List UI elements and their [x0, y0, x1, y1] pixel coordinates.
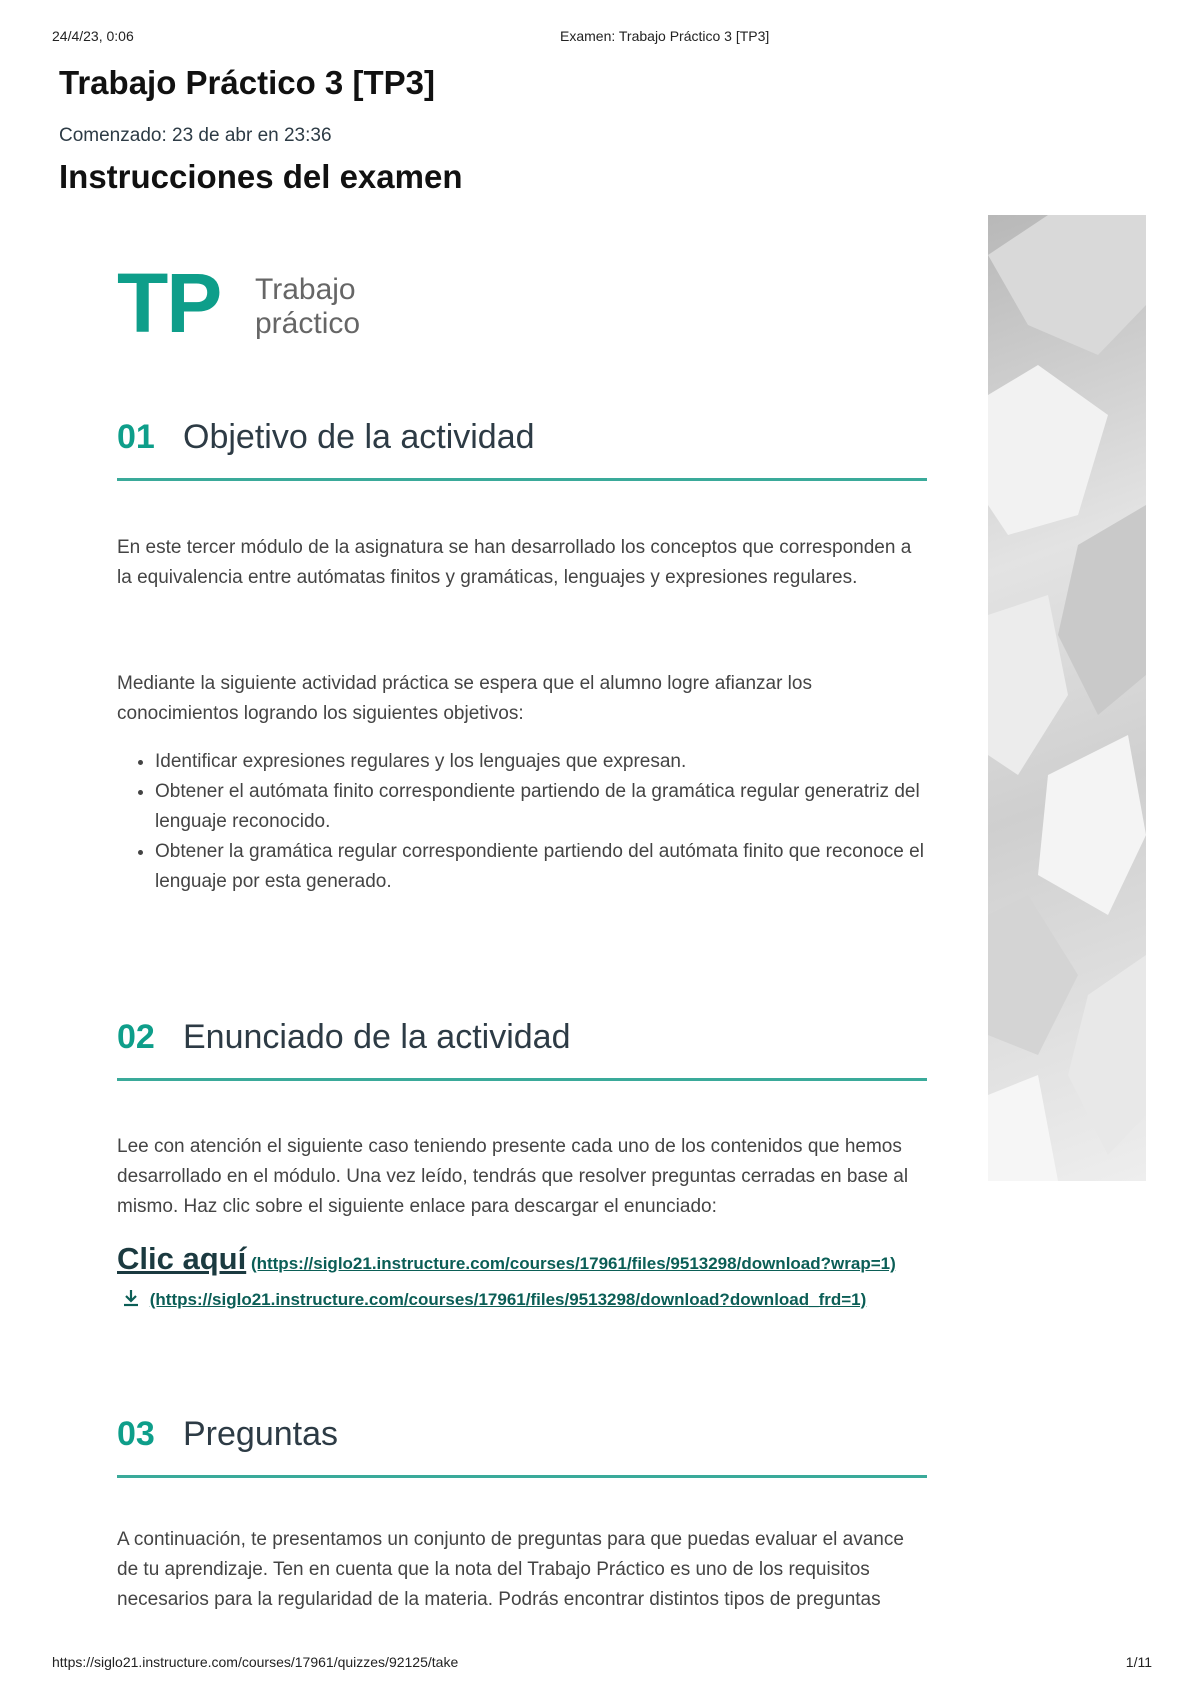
- download-icon[interactable]: [121, 1285, 141, 1305]
- section-heading-01: [117, 418, 927, 481]
- quiz-title: Trabajo Práctico 3 [TP3]: [59, 64, 435, 101]
- print-datetime: 24/4/23, 0:06: [52, 28, 134, 44]
- section-01-paragraph-2: Mediante la siguiente actividad práctica se espera que el alumno logre afianzar los conocimientos logrando los siguientes objetivos:: [117, 673, 812, 724]
- tp-logo-mark: TP: [117, 256, 221, 350]
- file-view-link[interactable]: (https://siglo21.instructure.com/courses/17961/files/9513298/download?wrap=1): [250, 1254, 896, 1273]
- section-02-paragraph-1: Lee con atención el siguiente caso teniendo presente cada uno de los contenidos que hemos desarrollado en el módulo. Una vez leído, tendrás que resolver preguntas cerradas en base al mismo. Haz clic sobre el siguiente enlace para descargar el enunciado:: [117, 1136, 909, 1217]
- tp-logo-text-line1: Trabajo: [255, 273, 356, 306]
- section-title: Enunciado de la actividad: [183, 1018, 571, 1056]
- page-number: 1/11: [1125, 1654, 1152, 1670]
- print-url: https://siglo21.instructure.com/courses/17961/quizzes/92125/take: [52, 1654, 459, 1670]
- section-number: 02: [117, 1018, 155, 1056]
- section-heading-02: [117, 1018, 927, 1081]
- download-link-block: [117, 1241, 927, 1318]
- section-number: 01: [117, 418, 155, 456]
- file-download-link[interactable]: (https://siglo21.instructure.com/courses/17961/files/9513298/download?download_frd=1): [149, 1290, 867, 1309]
- section-01-paragraph-1: En este tercer módulo de la asignatura se han desarrollado los conceptos que corresponden a la equivalencia entre autómatas finitos y gramáticas, lenguajes y expresiones regulares.: [117, 537, 912, 588]
- section-heading-03: [117, 1415, 927, 1478]
- tp-logo-text: [255, 273, 455, 341]
- quiz-started-time: Comenzado: 23 de abr en 23:36: [59, 125, 332, 146]
- section-number: 03: [117, 1415, 155, 1453]
- section-03-paragraph-1: A continuación, te presentamos un conjunto de preguntas para que puedas evaluar el avance de tu aprendizaje. Ten en cuenta que la nota del Trabajo Práctico es uno de los requisitos necesarios para la regularidad de la materia. Podrás encontrar distintos tipos de preguntas: [117, 1529, 904, 1610]
- list-item: • Obtener la gramática regular correspondiente partiendo del autómata finito que reconoce el lenguaje por esta generado.: [155, 837, 965, 897]
- section-title: Objetivo de la actividad: [183, 418, 535, 456]
- instructions-title: Instrucciones del examen: [59, 158, 463, 195]
- list-item: • Obtener el autómata finito correspondiente partiendo de la gramática regular generatriz del lenguaje reconocido.: [155, 777, 965, 837]
- clic-aqui-link[interactable]: Clic aquí: [117, 1241, 247, 1276]
- decorative-side-image: [988, 215, 1146, 1181]
- section-title: Preguntas: [183, 1415, 338, 1453]
- tp-logo-text-line2: práctico: [255, 307, 361, 340]
- objectives-list: [117, 747, 965, 897]
- print-doc-title: Examen: Trabajo Práctico 3 [TP3]: [560, 28, 770, 44]
- list-item: • Identificar expresiones regulares y los lenguajes que expresan.: [155, 747, 965, 777]
